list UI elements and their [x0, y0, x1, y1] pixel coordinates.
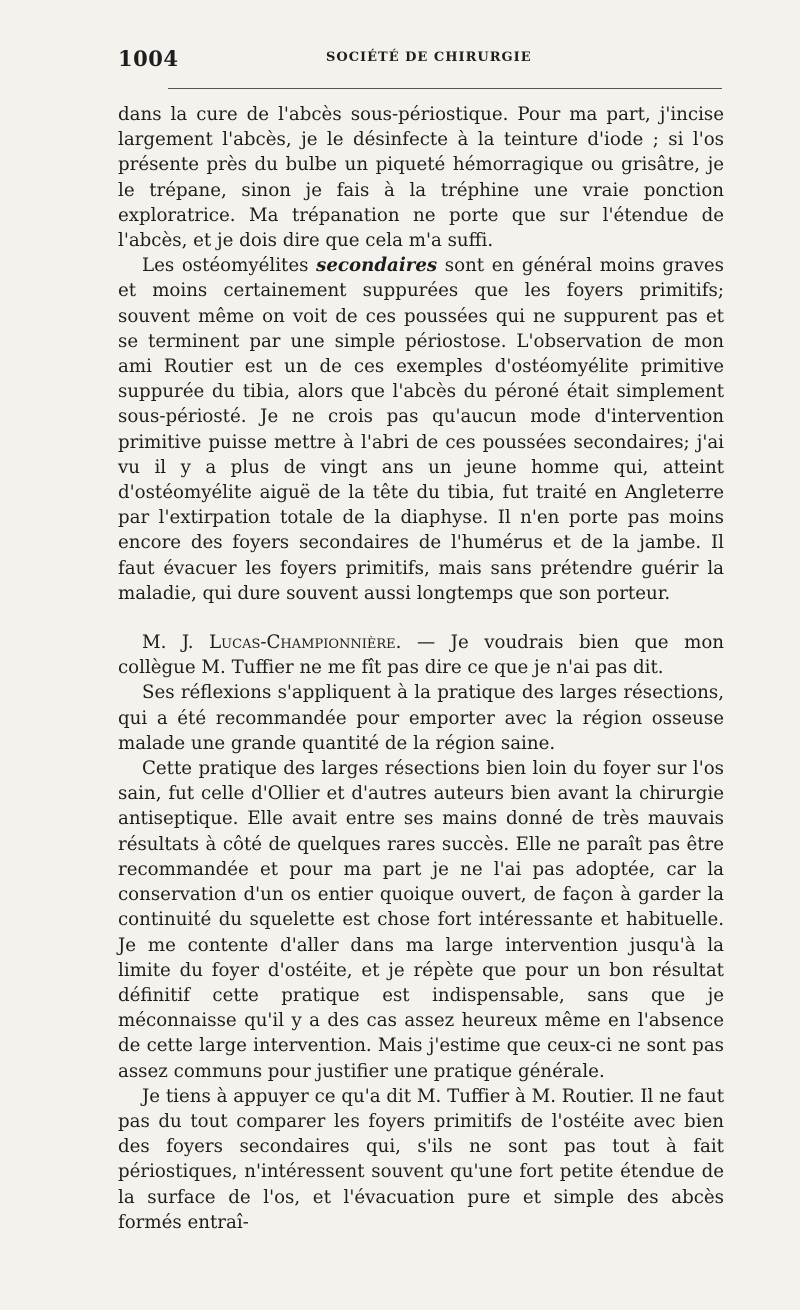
header-rule	[168, 88, 722, 89]
emphasis-secondaires: secondaires	[316, 255, 438, 277]
paragraph-2-start: Les ostéomyélites	[142, 255, 317, 277]
paragraph-4: Ses réflexions s'appliquent à la pratique des larges résections, qui a été recommandée pour emporter avec la région osseuse malade une grande quantité de la région saine.	[118, 682, 724, 754]
body-text	[118, 102, 724, 1235]
page-header	[118, 46, 724, 78]
page-number: 1004	[118, 46, 179, 71]
paragraph-2	[118, 253, 724, 606]
paragraph-6: Je tiens à appuyer ce qu'a dit M. Tuffier à M. Routier. Il ne faut pas du tout comparer les foyers primitifs de l'ostéite avec bien des foyers secondaires qui, s'ils ne sont pas tout à fait périostiques, n'intéressent souvent qu'une fort petite étendue de la surface de l'os, et l'évacuation pure et simple des abcès formés entraî-	[118, 1085, 724, 1233]
speaker-name: M. J. Lucas-Championnière.	[142, 632, 402, 654]
running-head: SOCIÉTÉ DE CHIRURGIE	[326, 50, 532, 65]
paragraph-5: Cette pratique des larges résections bien loin du foyer sur l'os sain, fut celle d'Ollier et d'autres auteurs bien avant la chirurgie antiseptique. Elle avait entre ses mains donné de très mauvais résultats à côté de quelques rares succès. Elle ne paraît pas être recommandée et pour ma part je ne l'ai pas adoptée, car la conservation d'un os entier quoique ouvert, de façon à garder la continuité du squelette est chose fort intéressante et habituelle. Je me contente d'aller dans ma large intervention jusqu'à la limite du foyer d'ostéite, et je répète que pour un bon résultat définitif cette pratique est indispensable, sans que je méconnaisse qu'il y a des cas assez heureux même en l'absence de cette large intervention. Mais j'estime que ceux-ci ne sont pas assez communs pour justifier une pratique générale.	[118, 758, 724, 1082]
paragraph-2-rest: sont en général moins graves et moins certainement suppurées que les foyers primitifs; souvent même on voit de ces poussées qui ne suppurent pas et se terminent par une simple périostose. L'observation de mon ami Routier est un de ces exemples d'ostéomyélite primitive suppurée du tibia, alors que l'abcès du péroné était simplement sous-périosté. Je ne crois pas qu'aucun mode d'intervention primitive puisse mettre à l'abri de ces poussées secondaires; j'ai vu il y a plus de vingt ans un jeune homme qui, atteint d'ostéomyélite aiguë de la tête du tibia, fut traité en Angleterre par l'extirpation totale de la diaphyse. Il n'en porte pas moins encore des foyers secondaires de l'humérus et de la jambe. Il faut évacuer les foyers primitifs, mais sans prétendre guérir la maladie, qui dure souvent aussi longtemps que son porteur.	[118, 255, 724, 604]
paragraph-3-text: — Je voudrais bien que mon collègue M. Tuffier ne me fît pas dire ce que je n'ai pas dit.	[118, 632, 724, 679]
paragraph-3	[118, 630, 724, 680]
paragraph-1: dans la cure de l'abcès sous-périostique. Pour ma part, j'incise largement l'abcès, je le désinfecte à la teinture d'iode ; si l'os présente près du bulbe un piqueté hémorragique ou grisâtre, je le trépane, sinon je fais à la tréphine une vraie ponction exploratrice. Ma trépanation ne porte que sur l'étendue de l'abcès, et je dois dire que cela m'a suffi.	[118, 104, 724, 252]
